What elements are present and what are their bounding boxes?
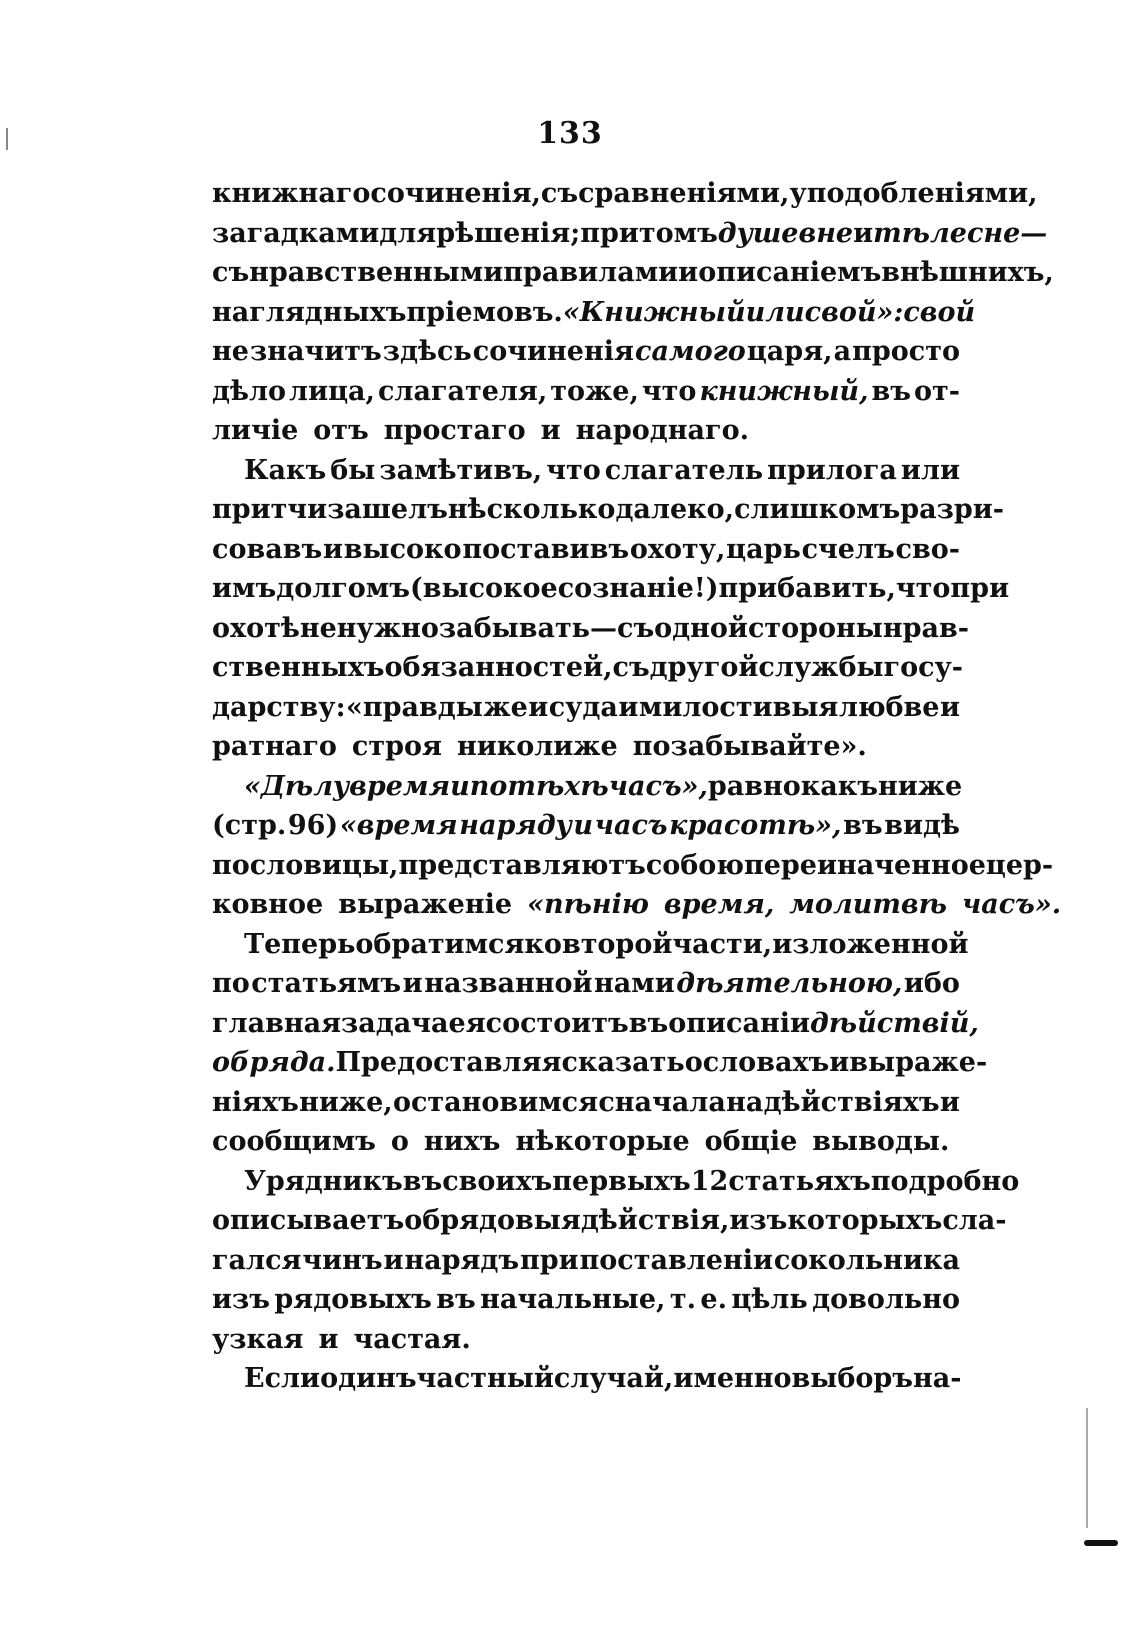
- word: и: [383, 1244, 404, 1276]
- word: и: [318, 1323, 339, 1355]
- word: пріемовъ.: [406, 296, 563, 328]
- word: же: [483, 691, 528, 723]
- word: части,: [672, 928, 773, 960]
- word: слагатель: [604, 454, 764, 486]
- body-text: [212, 178, 1062, 1403]
- word: и: [402, 968, 423, 999]
- word: какъ: [800, 770, 878, 802]
- word: поставленіи: [579, 1244, 773, 1276]
- word: стороны: [747, 612, 883, 644]
- word: зашелъ: [327, 494, 448, 525]
- word: нами: [594, 968, 675, 999]
- word: притомъ: [580, 217, 718, 249]
- word: остановимся: [392, 1086, 599, 1118]
- word: пословицы,: [212, 849, 399, 881]
- word: и: [939, 1086, 960, 1118]
- word: чинъ: [302, 1244, 383, 1276]
- word: Урядникъ: [244, 1165, 403, 1197]
- word: счелъ: [801, 533, 895, 565]
- word: ковное: [212, 889, 324, 920]
- word: описаніемъ: [698, 257, 882, 288]
- word: сообщимъ: [212, 1126, 376, 1157]
- word: собою: [645, 849, 744, 881]
- text-line: [212, 1047, 988, 1087]
- scan-edge-mark: [6, 128, 8, 150]
- word: о: [684, 1047, 703, 1078]
- word: Если: [244, 1363, 321, 1394]
- italic-word: свой»:: [804, 296, 904, 328]
- word: и: [853, 217, 874, 249]
- word: милостивыя: [638, 691, 839, 723]
- italic-word: обряда.: [212, 1047, 336, 1078]
- word: притчи: [212, 494, 328, 525]
- italic-word: дѣйствій,: [810, 1007, 979, 1039]
- word: дѣйствія,: [580, 1205, 730, 1236]
- word: задача: [341, 1007, 449, 1039]
- word: разри-: [900, 494, 1004, 525]
- text-line: [212, 376, 960, 416]
- word: по: [212, 968, 250, 999]
- text-line: [212, 1205, 1007, 1245]
- word: (высокое: [409, 573, 558, 604]
- word: слишкомъ: [734, 494, 901, 525]
- word: 96): [287, 810, 339, 841]
- italic-word: свой: [903, 296, 976, 328]
- word: высоко: [343, 533, 462, 565]
- text-line: [212, 178, 1038, 218]
- text-line: [212, 296, 976, 337]
- text-line: [212, 494, 1004, 534]
- word: главная: [212, 1007, 342, 1039]
- italic-word: «пѣнію: [527, 889, 649, 920]
- word: от-: [913, 375, 960, 407]
- word: бы: [330, 454, 376, 486]
- text-line: [212, 1007, 979, 1048]
- word: наглядныхъ: [212, 296, 407, 328]
- word: простаго: [383, 415, 526, 446]
- word: нарядъ: [404, 1244, 520, 1276]
- text-line: [212, 692, 960, 732]
- word: второй: [561, 928, 673, 960]
- word: забывать—съ: [438, 612, 655, 644]
- word: сочиненія,: [370, 178, 541, 209]
- word: словахъ: [702, 1047, 830, 1078]
- word: т.: [669, 1284, 696, 1315]
- word: охотѣ: [212, 612, 300, 644]
- word: рядовыхъ: [274, 1284, 432, 1315]
- word: тоже,: [550, 375, 639, 407]
- word: переиначенное: [743, 849, 986, 881]
- word: обрядовыя: [404, 1205, 581, 1236]
- word: значитъ: [250, 336, 382, 367]
- word: въ: [402, 1165, 443, 1197]
- italic-word: и: [573, 810, 594, 841]
- word: прилога: [767, 454, 897, 486]
- italic-word: и: [450, 770, 470, 802]
- word: лица,: [289, 375, 375, 407]
- text-line: [212, 336, 960, 376]
- word: уподобленіями,: [789, 178, 1038, 209]
- italic-word: «Книжный: [562, 296, 746, 328]
- word: нравственными: [249, 257, 504, 288]
- word: сравненіями,: [578, 178, 790, 209]
- text-line: [212, 455, 960, 495]
- word: нрав-: [882, 612, 969, 644]
- italic-word: душевне: [717, 217, 854, 249]
- word: названной: [424, 968, 593, 999]
- text-line: [212, 770, 963, 811]
- word: просто: [852, 336, 960, 367]
- italic-word: время,: [663, 889, 775, 920]
- word: на-: [912, 1363, 962, 1394]
- word: что: [895, 573, 951, 604]
- word: нужно: [336, 612, 439, 644]
- word: (стр.: [212, 810, 287, 841]
- text-line: [212, 731, 960, 771]
- word: службы: [758, 652, 884, 683]
- word: суда: [548, 691, 618, 723]
- word: «правды: [346, 691, 483, 723]
- word: и: [540, 415, 561, 446]
- word: представляютъ: [398, 849, 646, 881]
- word: подробно: [870, 1165, 1020, 1197]
- word: Какъ: [244, 454, 327, 486]
- word: съ: [612, 652, 650, 683]
- italic-word: красотѣ»,: [669, 810, 842, 841]
- word: равно: [707, 770, 801, 802]
- word: что: [546, 454, 601, 486]
- word: частая.: [353, 1323, 471, 1355]
- word: для: [379, 217, 437, 249]
- word: госу-: [883, 652, 964, 683]
- word: цер-: [985, 849, 1054, 881]
- word: общіе: [704, 1126, 798, 1157]
- italic-word: «время: [339, 810, 458, 841]
- text-line: [212, 889, 1062, 929]
- word: внѣшнихъ,: [881, 257, 1054, 288]
- word: нѣсколько: [447, 494, 616, 525]
- word: 12: [690, 1165, 729, 1197]
- word: здѣсь: [382, 336, 472, 367]
- word: дѣйствіяхъ: [763, 1086, 940, 1118]
- word: личіе: [212, 415, 299, 446]
- word: совавъ: [212, 533, 323, 565]
- word: сочиненія: [472, 336, 634, 367]
- word: ея: [448, 1007, 486, 1039]
- word: любве: [838, 691, 940, 723]
- word: и: [939, 691, 960, 723]
- text-line: [212, 1324, 960, 1364]
- text-line: [212, 928, 969, 969]
- word: сначала: [598, 1086, 726, 1118]
- text-line: [212, 1165, 1020, 1206]
- word: что: [641, 375, 697, 407]
- word: сознаніе!): [557, 573, 719, 604]
- word: сла-: [942, 1205, 1007, 1236]
- word: въ: [628, 1007, 669, 1039]
- word: Предоставляя: [335, 1047, 562, 1078]
- word: изъ: [212, 1284, 270, 1315]
- text-line: [212, 1363, 960, 1403]
- italic-word: или: [745, 296, 805, 328]
- word: не: [299, 612, 337, 644]
- word: ниже: [877, 770, 963, 802]
- word: правилами: [503, 257, 679, 288]
- word: книжнаго: [212, 178, 371, 209]
- word: а: [833, 336, 852, 367]
- word: о: [390, 1126, 409, 1157]
- word: состоитъ: [485, 1007, 629, 1039]
- text-line: [212, 415, 960, 455]
- word: при: [520, 1244, 579, 1276]
- text-line: [212, 217, 1048, 258]
- word: своихъ: [442, 1165, 553, 1197]
- text-line: [212, 1284, 960, 1324]
- text-line: [212, 573, 1010, 613]
- word: выводы.: [812, 1126, 950, 1157]
- word: въ: [436, 1284, 476, 1315]
- word: ко: [524, 928, 562, 960]
- italic-word: тѣлесне—: [873, 217, 1048, 249]
- word: позабывайте».: [632, 731, 867, 762]
- italic-word: дѣятельною,: [676, 968, 903, 999]
- word: другой: [649, 652, 759, 683]
- text-line: [212, 849, 1054, 890]
- word: одной: [654, 612, 748, 644]
- word: и: [528, 691, 549, 723]
- word: замѣтивъ,: [379, 454, 543, 486]
- italic-word: «Дѣлу: [244, 770, 350, 802]
- text-line: [212, 968, 960, 1008]
- word: народнаго.: [575, 415, 749, 446]
- word: нѣкоторые: [515, 1126, 690, 1157]
- text-line: [212, 534, 960, 574]
- italic-word: самого: [635, 336, 746, 367]
- italic-word: время: [349, 770, 451, 802]
- word: именно: [673, 1363, 792, 1394]
- word: выборъ: [791, 1363, 913, 1394]
- word: описаніи: [668, 1007, 811, 1039]
- italic-word: наряду: [459, 810, 572, 841]
- word: и: [322, 533, 343, 565]
- word: статьямъ: [251, 968, 402, 999]
- word: нихъ: [423, 1126, 501, 1157]
- word: е.: [700, 1284, 727, 1315]
- word: сокольника: [773, 1244, 960, 1276]
- word: узкая: [212, 1323, 304, 1355]
- word: рѣшенія;: [436, 217, 581, 249]
- word: изъ: [729, 1205, 788, 1236]
- word: сказать: [561, 1047, 685, 1078]
- italic-word: молитвѣ: [789, 889, 947, 920]
- italic-word: часъ»,: [608, 770, 708, 802]
- word: прибавить,: [718, 573, 896, 604]
- word: царь: [726, 533, 801, 565]
- word: загадками: [212, 217, 380, 249]
- word: изложенной: [772, 928, 969, 960]
- word: долгомъ: [276, 573, 410, 604]
- word: которыхъ: [787, 1205, 943, 1236]
- word: довольно: [812, 1284, 960, 1315]
- word: цѣль: [731, 1284, 808, 1315]
- word: начальные,: [480, 1284, 666, 1315]
- scan-edge-mark: [1084, 1540, 1118, 1546]
- word: дарству:: [212, 691, 346, 723]
- word: случай,: [553, 1363, 674, 1394]
- word: не: [212, 336, 249, 367]
- word: одинъ: [320, 1363, 417, 1394]
- word: выраженіе: [338, 889, 513, 920]
- word: отъ: [313, 415, 369, 446]
- scan-edge-mark: [1086, 1408, 1088, 1528]
- word: статьяхъ: [728, 1165, 871, 1197]
- word: выраже-: [849, 1047, 988, 1078]
- word: частный: [416, 1363, 554, 1394]
- word: далеко,: [615, 494, 735, 525]
- word: ратнаго: [212, 731, 337, 762]
- word: при: [950, 573, 1010, 604]
- word: ственныхъ: [212, 652, 385, 683]
- italic-word: часъ».: [961, 889, 1062, 920]
- word: видѣ: [884, 810, 960, 841]
- word: строя: [351, 731, 442, 762]
- word: слагателя,: [377, 375, 548, 407]
- word: описываетъ: [212, 1205, 405, 1236]
- word: ниже,: [299, 1086, 393, 1118]
- text-line: [212, 1087, 960, 1127]
- word: съ: [540, 178, 579, 209]
- word: имъ: [212, 573, 277, 604]
- word: обязанностей,: [384, 652, 613, 683]
- word: гался: [212, 1244, 302, 1276]
- text-line: [212, 1245, 960, 1285]
- text-line: [212, 612, 969, 653]
- word: въ: [871, 375, 911, 407]
- word: поставивъ: [462, 533, 630, 565]
- text-line: [212, 652, 964, 692]
- italic-word: книжный,: [699, 375, 869, 407]
- word: сво-: [895, 533, 960, 565]
- word: въ: [843, 810, 883, 841]
- word: обратимся: [355, 928, 525, 960]
- word: и: [829, 1047, 850, 1078]
- word: съ: [212, 257, 250, 288]
- text-line: [212, 1126, 960, 1166]
- word: и: [678, 257, 699, 288]
- word: ибо: [903, 968, 960, 999]
- italic-word: потѣхѣ: [469, 770, 609, 802]
- word: царя,: [746, 336, 833, 367]
- page-number: 133: [537, 116, 603, 151]
- word: Теперь: [244, 928, 356, 960]
- word: дѣло: [212, 375, 287, 407]
- italic-word: часъ: [594, 810, 668, 841]
- word: на: [726, 1086, 764, 1118]
- word: первыхъ: [552, 1165, 691, 1197]
- text-line: [212, 810, 960, 850]
- word: и: [618, 691, 639, 723]
- word: или: [900, 454, 960, 486]
- word: охоту,: [629, 533, 726, 565]
- text-line: [212, 257, 1054, 297]
- word: николиже: [456, 731, 618, 762]
- word: ніяхъ: [212, 1086, 299, 1118]
